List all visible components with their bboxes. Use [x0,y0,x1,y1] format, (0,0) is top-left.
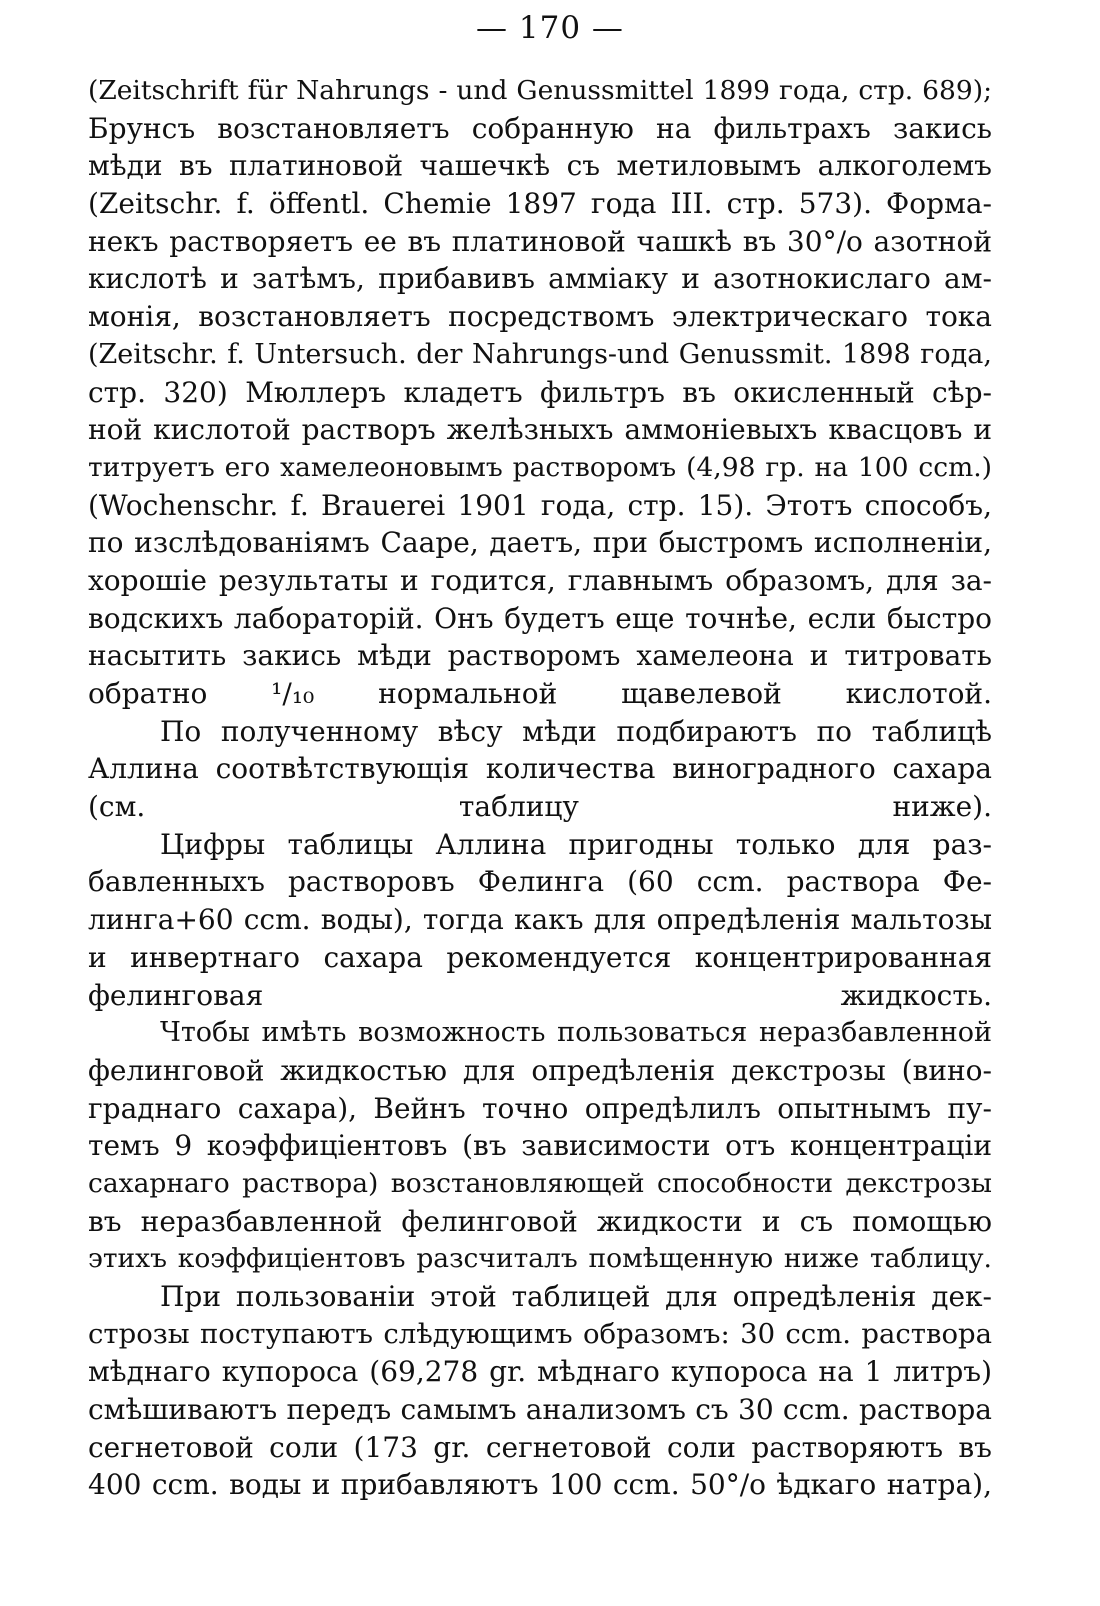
text-line: При пользованіи этой таблицей для опредѣленія дек- [160,1280,992,1313]
text-line: некъ растворяетъ ее въ платиновой чашкѣ въ 30°/о азотной [88,224,992,258]
text-line: мѣднаго купороса (69,278 gr. мѣднаго купороса на 1 литръ) [88,1355,992,1389]
text-line: по изслѣдованіямъ Сааре, даетъ, при быстромъ исполненіи, [88,526,992,560]
text-line: сегнетовой соли (173 gr. сегнетовой соли растворяютъ въ [88,1430,992,1464]
text-line: Чтобы имѣть возможность пользоваться неразбавленной [160,1017,992,1049]
text-line: фелинговая жидкость. [88,978,992,1012]
text-line: (Wochenschr. f. Brauerei 1901 года, стр. 15). Этотъ способъ, [88,488,992,522]
text-line: насытить закись мѣди растворомъ хамелеона и титровать [88,639,992,673]
text-line: По полученному вѣсу мѣди подбираютъ по таблицѣ [160,714,992,748]
text-line: мѣди въ платиновой чашечкѣ съ метиловымъ алкоголемъ [88,149,992,183]
text-line: сахарнаго раствора) возстановляющей способности декстрозы [88,1167,992,1199]
text-line: темъ 9 коэффиціентовъ (въ зависимости отъ концентраціи [88,1129,992,1163]
text-line: (Zeitschrift für Nahrungs - und Genussmittel 1899 года, стр. 689); [88,75,992,106]
text-line: обратно ¹/₁₀ нормальной щавелевой кислотой. [88,677,992,710]
text-line: Аллина соотвѣтствующія количества виноградного сахара [88,752,992,786]
text-line: Брунсъ возстановляетъ собранную на фильтрахъ закись [88,111,992,145]
text-line: фелинговой жидкостью для опредѣленія декстрозы (вино- [88,1053,992,1087]
text-line: линга+60 ccm. воды), тогда какъ для опредѣленія мальтозы [88,903,992,937]
text-line: и инвертнаго сахара рекомендуется концентрированная [88,940,992,974]
text-line: ной кислотой растворъ желѣзныхъ аммоніевыхъ квасцовъ и [88,413,992,447]
text-line: водскихъ лабораторій. Онъ будетъ еще точнѣе, если быстро [88,601,992,635]
text-line: монія, возстановляетъ посредствомъ электрическаго тока [88,300,992,334]
text-line: титруетъ его хамелеоновымъ растворомъ (4,98 гр. на 100 ccm.) [88,451,992,483]
text-line: (Zeitschr. f. Untersuch. der Nahrungs-und Genussmit. 1898 года, [88,338,992,370]
page-number: — 170 — [476,10,624,46]
text-line: стр. 320) Мюллеръ кладетъ фильтръ въ окисленный сѣр- [88,375,992,409]
text-line: хорошіе результаты и годится, главнымъ образомъ, для за- [88,563,992,597]
text-line: кислотѣ и затѣмъ, прибавивъ аммiаку и азотнокислаго ам- [88,262,992,296]
text-line: смѣшиваютъ передъ самымъ анализомъ съ 30 ccm. раствора [88,1393,992,1427]
text-line: Цифры таблицы Аллина пригодны только для раз- [160,827,992,861]
text-line: (Zeitschr. f. öffentl. Chemie 1897 года III. стр. 573). Форма- [88,187,992,221]
text-line: граднаго сахара), Вейнъ точно опредѣлилъ опытнымъ пу- [88,1091,992,1125]
text-line: въ неразбавленной фелинговой жидкости и съ помощью [88,1204,992,1238]
text-line: (см. таблицу ниже). [88,790,992,824]
text-line: 400 ccm. воды и прибавляютъ 100 ccm. 50°/о ѣдкаго натра), [88,1468,992,1502]
text-line: бавленныхъ растворовъ Фелинга (60 ccm. раствора Фе- [88,865,992,899]
body-text [88,72,992,1504]
text-line: этихъ коэффиціентовъ разсчиталъ помѣщенную ниже таблицу. [88,1243,992,1275]
text-line: строзы поступаютъ слѣдующимъ образомъ: 30 ccm. раствора [88,1317,992,1350]
